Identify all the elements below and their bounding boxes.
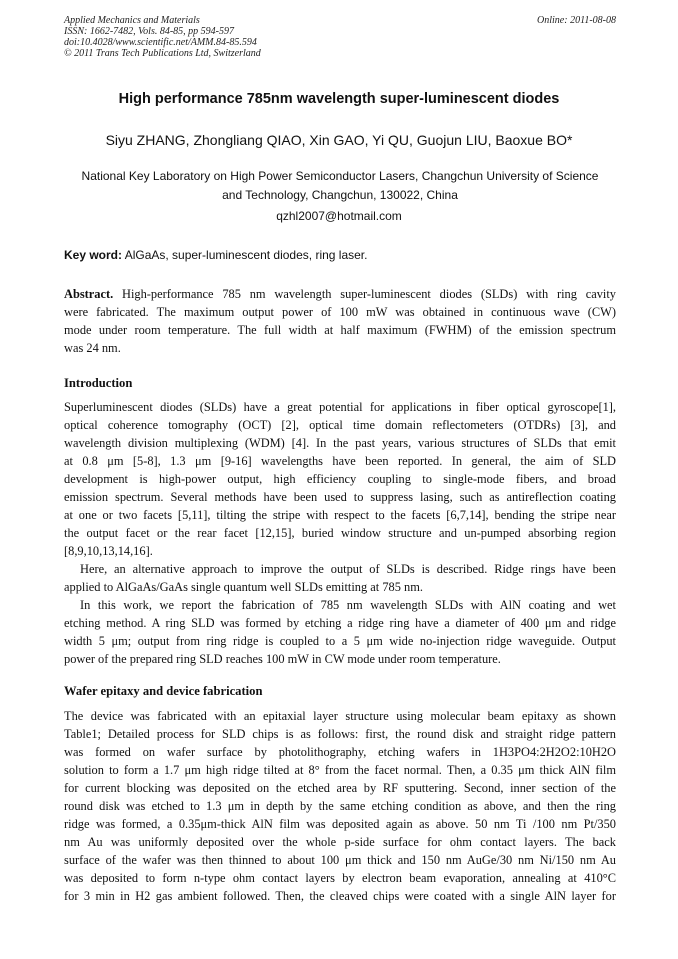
keywords-label: Key word:	[64, 248, 123, 262]
paragraph-line: round disk was etched to 1.3 μm in depth by the same etching condition as above, and then the ring	[64, 799, 616, 813]
paragraph-line: was formed on wafer surface by photolithography, etching wafers in 1H3PO4:2H2O2:10H2O	[64, 745, 616, 759]
keywords	[64, 248, 367, 262]
paragraph-line: ridge was formed, a 0.35μm-thick AlN film was deposited again as above. 50 nm Ti /100 nm Pt/350	[64, 817, 616, 831]
keywords-text: AlGaAs, super-luminescent diodes, ring laser.	[122, 248, 368, 262]
abstract	[64, 285, 616, 357]
paragraph-line: development is high-power output, high efficiency coupling to single-mode fibers, and broad	[64, 472, 616, 486]
paragraph-line: Here, an alternative approach to improve the output of SLDs is described. Ridge rings have been	[80, 562, 616, 576]
journal-header	[64, 15, 616, 59]
paragraph-line: for 3 min in H2 gas ambient followed. Then, the cleaved chips were coated with a single AlN layer for	[64, 889, 616, 903]
paragraph-line: at 0.8 μm [5-8], 1.3 μm [9-16] wavelengths have been reported. In general, the aim of SLD	[64, 454, 616, 468]
paragraph-line: applied to AlGaAs/GaAs single quantum well SLDs emitting at 785 nm.	[64, 580, 423, 594]
affiliation-line: and Technology, Changchun, 130022, China	[222, 188, 458, 202]
paragraph-line: etching method. A ring SLD was formed by etching a ridge ring have a diameter of 400 μm and ridge	[64, 616, 616, 630]
affiliation-line: National Key Laboratory on High Power Semiconductor Lasers, Changchun University of Science	[81, 169, 599, 183]
copyright-line: © 2011 Trans Tech Publications Ltd, Switzerland	[64, 48, 261, 59]
doi-link[interactable]: doi:10.4028/www.scientific.net/AMM.84-85.594	[64, 37, 257, 48]
issn-line: ISSN: 1662-7482, Vols. 84-85, pp 594-597	[64, 26, 234, 37]
paragraph-line: power of the prepared ring SLD reaches 100 mW in CW mode under room temperature.	[64, 652, 501, 666]
paragraph-line: The device was fabricated with an epitaxial layer structure using molecular beam epitaxy as shown	[64, 709, 616, 723]
paragraph-line: at one or two facets [5,11], tilting the stripe with respect to the facets [6,7,14], bending the stripe near	[64, 508, 616, 522]
paragraph-line: nm Au was uniformly deposited over the whole p-side surface for ohm contact layers. The back	[64, 835, 616, 849]
paragraph-line: width 5 μm; output from ring ridge is coupled to a 5 μm wide no-injection ridge waveguide. Output	[64, 634, 616, 648]
paragraph-line: Table1; Detailed process for SLD chips is as follows: first, the round disk and straight ridge pattern	[64, 727, 616, 741]
paper-title: High performance 785nm wavelength super-luminescent diodes	[118, 91, 560, 107]
paragraph-line: surface of the wafer was then thinned to about 100 μm thick and 150 nm AuGe/30 nm Ni/150 nm Au	[64, 853, 616, 867]
affiliation	[64, 167, 616, 205]
section-heading-fabrication: Wafer epitaxy and device fabrication	[64, 684, 263, 698]
section-heading-introduction: Introduction	[64, 376, 133, 390]
paragraph-line: In this work, we report the fabrication of 785 nm wavelength SLDs with AlN coating and wet	[80, 598, 616, 612]
fabrication-body	[64, 707, 616, 905]
paragraph-line: for current blocking was deposited on the etched area by RF sputtering. Second, inner section of the	[64, 781, 616, 795]
paragraph-line: solution to form a 1.7 μm high ridge tilted at 8° from the facet normal. Then, a 0.35 μm thick AlN film	[64, 763, 616, 777]
online-date: Online: 2011-08-08	[537, 15, 616, 26]
paragraph-line: wavelength division multiplexing (WDM) [4]. In the past years, various structures of SLDs that emit	[64, 436, 616, 450]
paragraph-line: the output facet or the rear facet [12,15], buried window structure and un-pumped absorbing region	[64, 526, 616, 540]
abstract-line: mode under room temperature. The full width at half maximum (FWHM) of the emission spectrum	[64, 323, 616, 337]
paragraph-line: was deposited to form n-type ohm contact layers by electron beam evaporation, annealing at 410°C	[64, 871, 616, 885]
paragraph-line: [8,9,10,13,14,16].	[64, 544, 153, 558]
paragraph-line: Superluminescent diodes (SLDs) have a great potential for applications in fiber optical gyroscope[1],	[64, 400, 616, 414]
author-list: Siyu ZHANG, Zhongliang QIAO, Xin GAO, Yi QU, Guojun LIU, Baoxue BO*	[105, 132, 573, 148]
abstract-line: were fabricated. The maximum output power of 100 mW was obtained in continuous wave (CW)	[64, 305, 616, 319]
contact-email[interactable]: qzhl2007@hotmail.com	[276, 209, 402, 223]
journal-name: Applied Mechanics and Materials	[64, 15, 200, 26]
introduction-body	[64, 398, 616, 668]
abstract-line: Abstract. High-performance 785 nm wavelength super-luminescent diodes (SLDs) with ring cavity	[64, 287, 616, 301]
abstract-label: Abstract.	[64, 287, 114, 301]
abstract-line: was 24 nm.	[64, 341, 121, 355]
paragraph-line: optical coherence tomography (OCT) [2], optical time domain reflectometers (OTDRs) [3], and	[64, 418, 616, 432]
paragraph-line: emission spectrum. Several methods have been used to suppress lasing, such as antireflection coating	[64, 490, 616, 504]
